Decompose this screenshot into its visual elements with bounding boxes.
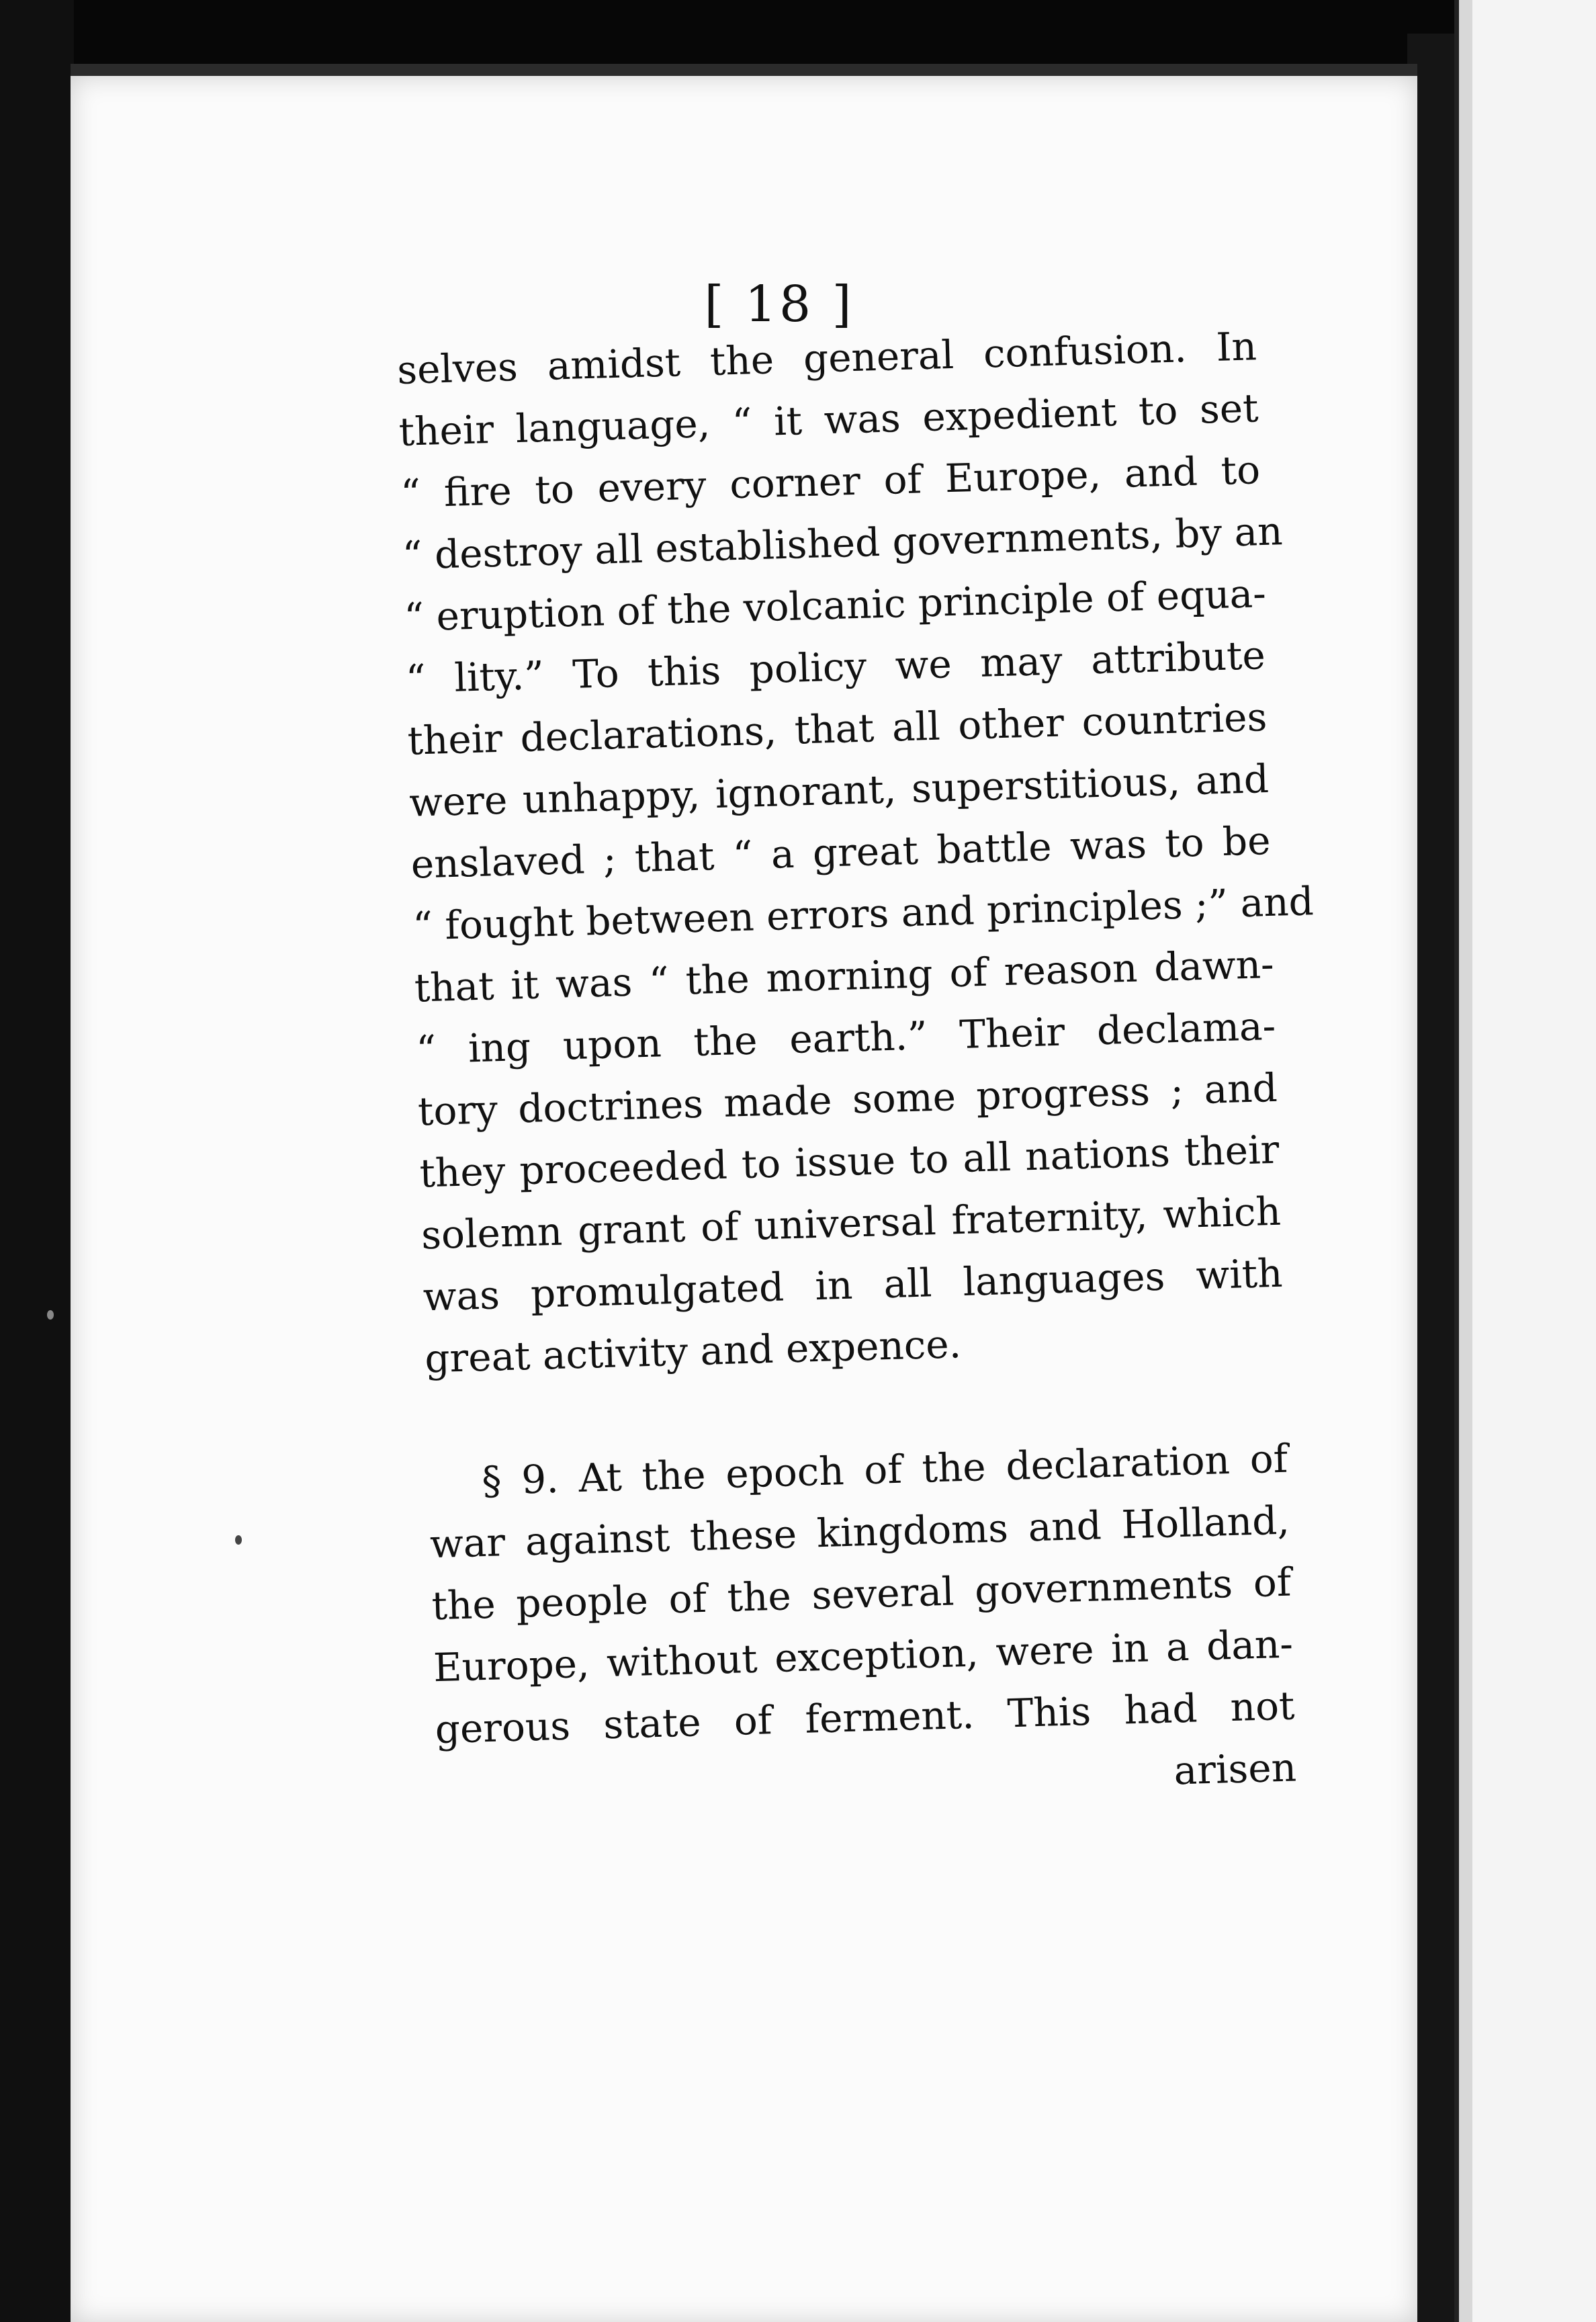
text-line: that it was “ the morning of reason dawn- bbox=[414, 941, 1275, 1011]
paragraph-2 bbox=[427, 1428, 1297, 1823]
text-line: “ eruption of the volcanic principle of equa- bbox=[403, 570, 1267, 640]
text-line: tory doctrines made some progress ; and bbox=[417, 1064, 1278, 1135]
scan-left-border bbox=[0, 0, 74, 2322]
catchword: arisen bbox=[1173, 1744, 1297, 1794]
adjacent-page-edge bbox=[1454, 0, 1596, 2322]
text-line: “ lity.” To this policy we may attribute bbox=[405, 632, 1266, 702]
page-number: [ 18 ] bbox=[704, 275, 854, 333]
text-line: war against these kingdoms and Holland, bbox=[429, 1497, 1290, 1567]
text-line: “ fire to every corner of Europe, and to bbox=[400, 447, 1261, 517]
text-line: “ ing upon the earth.” Their declama- bbox=[415, 1002, 1276, 1073]
text-line: solemn grant of universal fraternity, which bbox=[420, 1188, 1282, 1258]
scan-speck bbox=[47, 1310, 54, 1320]
body-text bbox=[396, 315, 1315, 1822]
text-line: gerous state of ferment. This had not bbox=[434, 1682, 1296, 1753]
text-line: enslaved ; that “ a great battle was to be bbox=[410, 817, 1272, 888]
text-line: were unhappy, ignorant, superstitious, and bbox=[408, 756, 1270, 826]
text-line: their declarations, that all other countries bbox=[406, 694, 1268, 764]
print-speck bbox=[235, 1535, 242, 1545]
text-line: they proceeded to issue to all nations their bbox=[418, 1126, 1280, 1197]
text-line: § 9. At the epoch of the declaration of bbox=[481, 1435, 1288, 1504]
text-line: “ fought between errors and principles ;” and bbox=[412, 878, 1315, 949]
text-line: their language, “ it was expedient to set bbox=[398, 385, 1259, 455]
text-line: great activity and expence. bbox=[424, 1321, 962, 1382]
text-line: selves amidst the general confusion. In bbox=[396, 323, 1257, 393]
text-line: “ destroy all established governments, by an bbox=[402, 508, 1284, 578]
adjacent-page-strip bbox=[1459, 0, 1472, 2322]
text-line: the people of the several governments of bbox=[431, 1559, 1292, 1629]
text-line: Europe, without exception, were in a dan- bbox=[433, 1621, 1294, 1691]
text-line: was promulgated in all languages with bbox=[422, 1250, 1284, 1320]
paragraph-1 bbox=[396, 315, 1315, 1389]
